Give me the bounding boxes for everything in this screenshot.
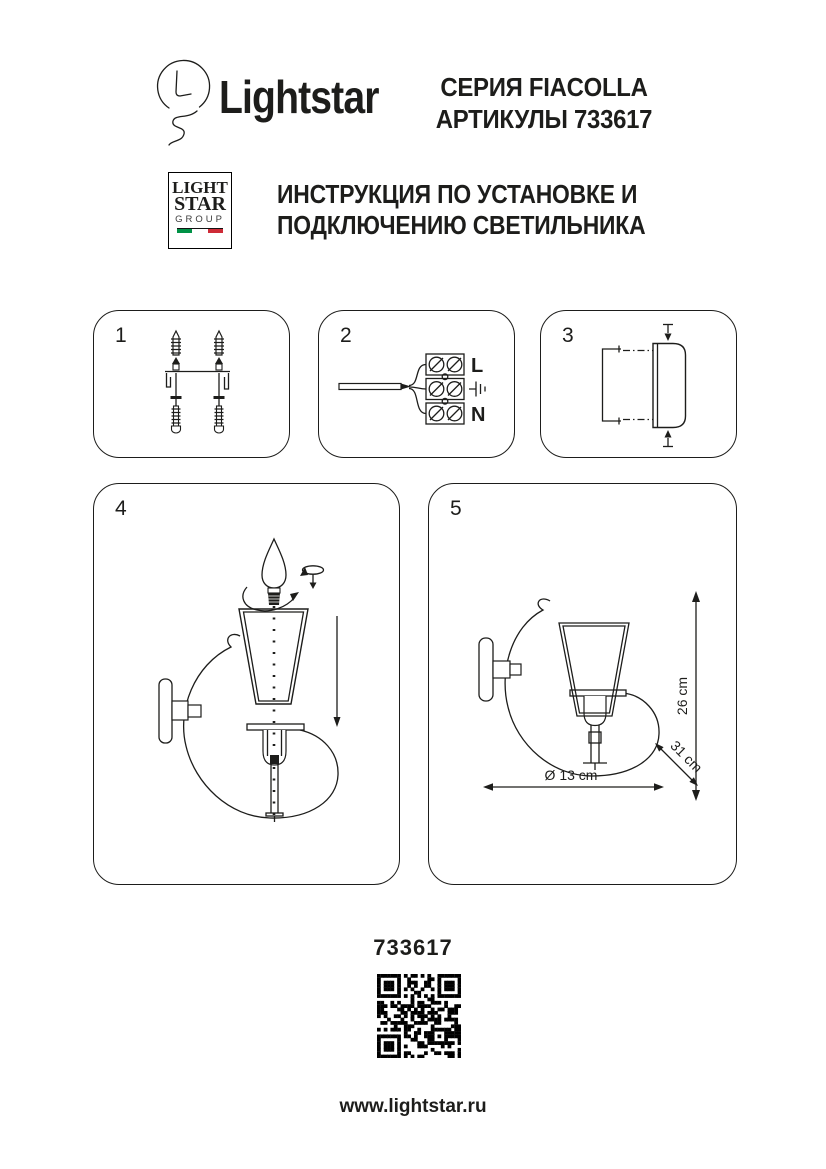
step1-mounting-diagram bbox=[94, 311, 291, 459]
supply-cable bbox=[339, 365, 426, 414]
step-panel-5 bbox=[428, 483, 737, 885]
screw-rotation-icon bbox=[300, 566, 324, 589]
candle-bulb bbox=[243, 539, 299, 611]
depth-dimension-label: 31 cm bbox=[667, 737, 706, 776]
diameter-dimension-label: Ø 13 cm bbox=[544, 767, 598, 783]
group-logo-light: LIGHT bbox=[172, 178, 228, 197]
socket-holder bbox=[247, 724, 304, 822]
canopy-cup bbox=[653, 344, 686, 428]
article-title: АРТИКУЛЫ 733617 bbox=[435, 104, 653, 134]
wall-bracket bbox=[603, 346, 654, 425]
series-title: СЕРИЯ FIACOLLA bbox=[440, 72, 648, 102]
document-title bbox=[277, 179, 645, 241]
document-title-line1: ИНСТРУКЦИЯ ПО УСТАНОВКЕ И bbox=[277, 179, 638, 209]
socket-holder bbox=[570, 690, 626, 770]
step-number: 1 bbox=[115, 324, 127, 347]
insert-direction-arrow bbox=[334, 616, 341, 727]
website-url: www.lightstar.ru bbox=[339, 1096, 487, 1117]
step-number: 2 bbox=[340, 324, 352, 347]
italian-flag-stripe bbox=[177, 228, 223, 234]
lampshade bbox=[239, 609, 308, 704]
diameter-dimension-arrow bbox=[483, 767, 664, 791]
mounting-bracket bbox=[165, 372, 230, 390]
step-number: 4 bbox=[115, 497, 127, 520]
fixing-screw-top bbox=[663, 325, 673, 342]
flag-red bbox=[208, 229, 223, 233]
lightstar-bulb-icon bbox=[150, 56, 218, 152]
step2-wiring-diagram bbox=[319, 311, 516, 459]
height-dimension-label: 26 cm bbox=[674, 676, 690, 716]
step-number: 5 bbox=[450, 497, 462, 520]
neutral-wire-label: N bbox=[471, 404, 486, 426]
wall-plate bbox=[479, 638, 521, 701]
flag-white bbox=[192, 229, 207, 233]
wall-anchor-column-right bbox=[214, 331, 225, 433]
step-panel-2 bbox=[318, 310, 515, 458]
article-number: 733617 bbox=[373, 935, 453, 960]
step4-assembly-diagram bbox=[94, 484, 401, 886]
fixing-screw-bottom bbox=[663, 430, 673, 447]
lightstar-group-logo bbox=[168, 172, 232, 249]
step-panel-4 bbox=[93, 483, 400, 885]
series-header bbox=[424, 71, 663, 135]
wall-plate bbox=[159, 679, 201, 743]
group-logo-star: STAR bbox=[174, 193, 226, 215]
document-title-line2: ПОДКЛЮЧЕНИЮ СВЕТИЛЬНИКА bbox=[277, 210, 646, 240]
step-panel-1 bbox=[93, 310, 290, 458]
terminal-block bbox=[426, 354, 464, 424]
brand-wordmark: Lightstar bbox=[219, 71, 379, 123]
group-logo-group: GROUP bbox=[175, 214, 225, 225]
depth-dimension-arrow bbox=[655, 737, 706, 786]
step-number: 3 bbox=[562, 324, 574, 347]
qr-code bbox=[377, 974, 461, 1058]
flag-green bbox=[177, 229, 192, 233]
step5-dimensions-diagram bbox=[429, 484, 738, 886]
wall-anchor-column-left bbox=[171, 331, 182, 433]
step-panel-3 bbox=[540, 310, 737, 458]
live-wire-label: L bbox=[471, 355, 484, 377]
step3-canopy-diagram bbox=[541, 311, 738, 459]
earth-ground-icon bbox=[469, 382, 485, 397]
